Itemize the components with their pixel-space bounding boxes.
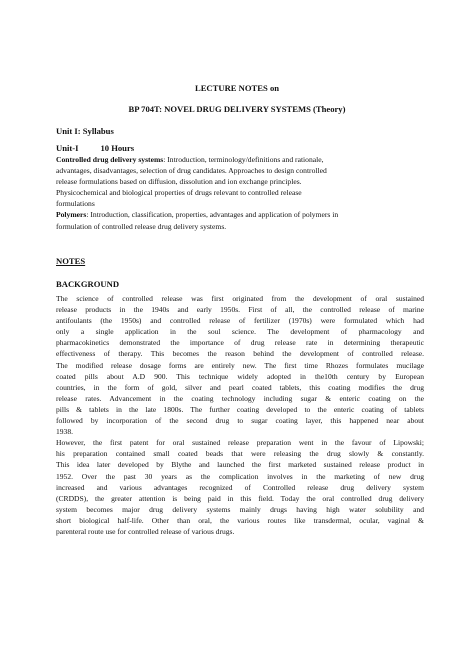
syllabus-line: [56, 154, 424, 165]
body-line: pills & tablets in the late 1800s. The further coating developed to the enteric coating of tablets: [56, 404, 424, 414]
body-line: This idea later developed by Blythe and launched the first marketed sustained release product in: [56, 460, 424, 470]
body-line: followed by incorporation of the second drug to sugar coating layer, this happened near about: [56, 416, 424, 426]
body-line: effectiveness of therapy. This becomes the reason behind the development of controlled release.: [56, 349, 424, 359]
body-line: short biological half-life. Other than oral, the various routes like transdermal, ocular, vaginal &: [56, 515, 424, 525]
body-line: The modified release dosage forms are entirely new. The first time Rhozes formulates mucilage: [56, 360, 424, 370]
syllabus-line: [56, 165, 424, 176]
body-line: antifoulants (the 1950s) and controlled release of fertilizer (1970s) were formulated which had: [56, 316, 424, 326]
body-line: only a single application in the soul science. The development of pharmacology and: [56, 327, 424, 337]
unit-syllabus-heading: Unit I: Syllabus: [56, 126, 114, 136]
body-line: system becomes major drug delivery systems mainly drugs having high water solubility and: [56, 504, 424, 514]
syllabus-line: [56, 176, 424, 187]
syllabus-topic: Polymers: [56, 210, 87, 220]
body-line: 1952. Over the past 30 years as the complication involves in the marketing of new drug: [56, 471, 424, 481]
body-line: parenteral route use for controlled release of various drugs.: [56, 526, 235, 536]
body-line: 1938.: [56, 427, 73, 437]
body-line: coated pills about A.D 900. This technique widely adopted in the10th century by European: [56, 371, 424, 381]
unit-hours: 10 Hours: [100, 143, 135, 153]
notes-heading: NOTES: [56, 256, 86, 266]
course-title: BP 704T: NOVEL DRUG DELIVERY SYSTEMS (Theory): [128, 104, 346, 114]
syllabus-line: [56, 209, 424, 220]
body-line: pharmacokinetics demonstrated the importance of drug release rate in determining therapeutic: [56, 338, 424, 348]
syllabus-topic: Controlled drug delivery systems: [56, 155, 164, 164]
body-line: The science of controlled release was first originated from the development of oral sustained: [56, 294, 424, 303]
unit-label-row: [56, 143, 134, 154]
syllabus-text: release formulations based on diffusion, dissolution and ion exchange principles.: [56, 177, 302, 187]
syllabus-line: [56, 221, 424, 232]
background-paragraphs: [56, 293, 424, 537]
body-line: release rates. Advancement in the coating technology including sugar & enteric coating on the: [56, 393, 424, 403]
body-line: countries, in the form of gold, silver and pearl coated tablets, this coating modifies the drug: [56, 382, 424, 392]
lecture-notes-title: LECTURE NOTES on: [194, 83, 280, 93]
unit-label: Unit-I: [56, 143, 79, 153]
syllabus-text: : Introduction, classification, properties, advantages and application of polymers in: [86, 210, 339, 220]
syllabus-text: formulation of controlled release drug delivery systems.: [56, 221, 227, 231]
background-heading: BACKGROUND: [56, 279, 120, 289]
syllabus-text: advantages, disadvantages, selection of drug candidates. Approaches to design controlled: [56, 166, 327, 176]
body-line: increased and various advantages recognized of Controlled release drug delivery system: [56, 482, 424, 492]
syllabus-line: [56, 187, 424, 198]
body-line: release products in the 1940s and early 1950s. First of all, the controlled release of marine: [56, 305, 424, 315]
body-line: his preparation contained small coated beads that were releasing the drug slowly & constantly.: [56, 449, 424, 459]
syllabus-text: : Introduction, terminology/definitions and rationale,: [163, 155, 324, 164]
body-line: However, the first patent for oral sustained release preparation went in the favour of Lipowski;: [56, 438, 424, 448]
syllabus-text: Physicochemical and biological properties of drugs relevant to controlled release: [56, 188, 302, 198]
syllabus-text: formulations: [56, 199, 95, 209]
body-line: (CRDDS), the greater attention is being paid in this field. Today the oral controlled drug delivery: [56, 493, 424, 503]
syllabus-line: [56, 198, 424, 209]
syllabus-block: [56, 154, 424, 232]
